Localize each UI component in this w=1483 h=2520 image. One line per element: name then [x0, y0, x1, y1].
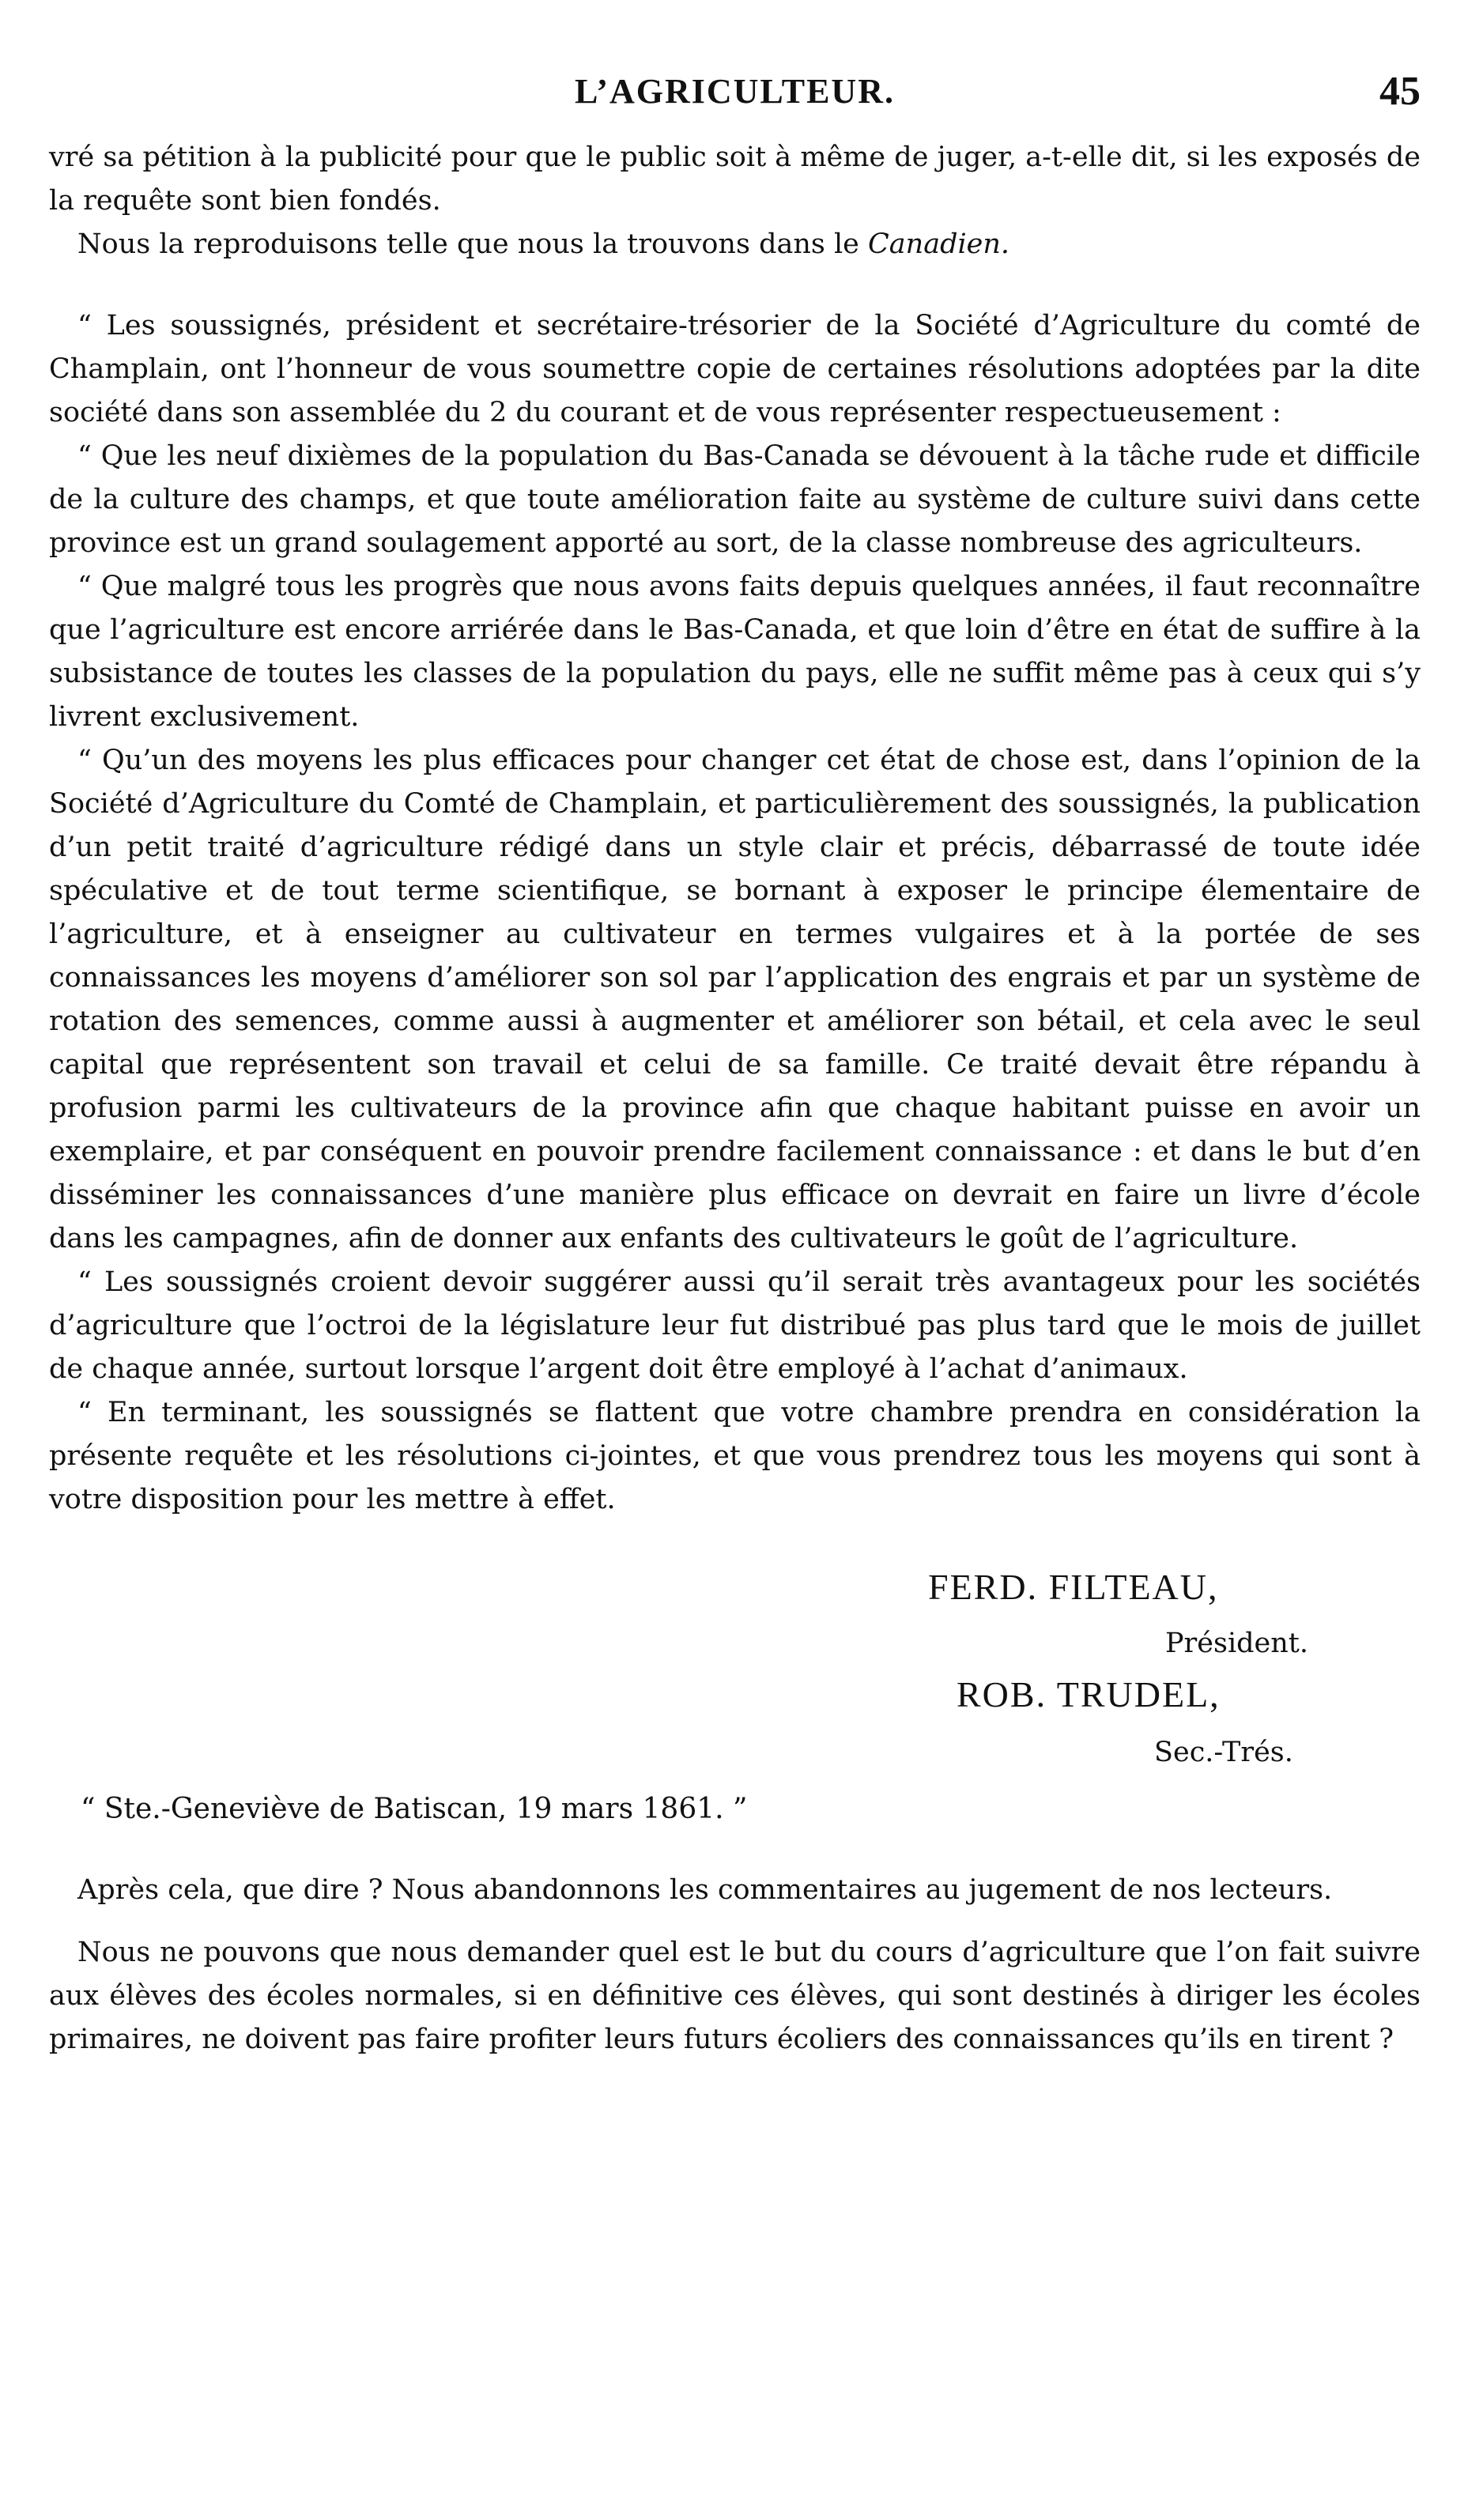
- source-introduction: [49, 223, 1421, 266]
- petition-paragraph: “ Qu’un des moyens les plus efficaces pour changer cet état de chose est, dans l’opinion de la Société d’Agriculture du Comté de Champlain, et particulièrement des soussignés, la publication d’un petit traité d’agriculture rédigé dans un style clair et précis, débarrassé de toute idée spéculative et de tout terme scientifique, se bornant à exposer le principe élementaire de l’agriculture, et à enseigner au cultivateur en termes vulgaires et à la portée de ses connaissances les moyens d’améliorer son sol par l’application des engrais et par un système de rotation des semences, comme aussi à augmenter et améliorer son bétail, et cela avec le seul capital que représentent son travail et celui de sa famille. Ce traité devait être répandu à profusion parmi les cultivateurs de la province afin que chaque habitant puisse en avoir un exemplaire, et par conséquent en pouvoir prendre facilement connaissance : et dans le but d’en disséminer les connaissances d’une manière plus efficace on devrait en faire un livre d’école dans les campagnes, afin de donner aux enfants des cultivateurs le goût de l’agriculture.: [49, 745, 1421, 1254]
- petition-paragraph: “ Les soussignés croient devoir suggérer aussi qu’il serait très avantageux pour les sociétés d’agriculture que l’octroi de la législature leur fut distribué pas plus tard que le mois de juillet de chaque année, surtout lorsque l’argent doit être employé à l’achat d’animaux.: [49, 1266, 1421, 1385]
- opening-section: [49, 136, 1421, 266]
- closing-paragraph: Nous ne pouvons que nous demander quel est le but du cours d’agriculture que l’on fait suivre aux élèves des écoles normales, si en définitive ces élèves, qui sont destinés à diriger les écoles primaires, ne doivent pas faire profiter leurs futurs écoliers des connaissances qu’ils en tirent ?: [49, 1937, 1421, 2055]
- closing-paragraph: Après cela, que dire ? Nous abandonnons les commentaires au jugement de nos lecteurs.: [77, 1874, 1333, 1906]
- book-page: [49, 63, 1421, 2062]
- petition-paragraph: “ En terminant, les soussignés se flattent que votre chambre prendra en considération la présente requête et les résolutions ci-jointes, et que vous prendrez tous les moyens qui sont à votre disposition pour les mettre à effet.: [49, 1397, 1421, 1515]
- petition-paragraph: “ Que les neuf dixièmes de la population du Bas-Canada se dévouent à la tâche rude et difficile de la culture des champs, et que toute amélioration faite au système de culture suivi dans cette province est un grand soulagement apporté au sort, de la classe nombreuse des agriculteurs.: [49, 440, 1421, 559]
- secretary-title: Sec.-Trés.: [1154, 1737, 1293, 1768]
- page-number: 45: [1379, 69, 1421, 114]
- secretary-name: ROB. TRUDEL,: [957, 1674, 1221, 1715]
- opening-paragraph-continued: vré sa pétition à la publicité pour que le public soit à même de juger, a-t-elle dit, si les exposés de la requête sont bien fondés.: [49, 141, 1421, 217]
- newspaper-title: Canadien.: [868, 228, 1010, 260]
- running-title: L’AGRICULTEUR.: [575, 72, 895, 111]
- source-introduction-text: Nous la reproduisons telle que nous la trouvons dans le: [77, 228, 859, 260]
- petition-paragraph: “ Que malgré tous les progrès que nous avons faits depuis quelques années, il faut reconnaître que l’agriculture est encore arriérée dans le Bas-Canada, et que loin d’être en état de suffire à la subsistance de toutes les classes de la population du pays, elle ne suffit même pas à ceux qui s’y livrent exclusivement.: [49, 571, 1421, 733]
- petition-paragraph: “ Les soussignés, président et secrétaire-trésorier de la Société d’Agriculture du comté de Champlain, ont l’honneur de vous soumettre copie de certaines résolutions adoptées par la dite société dans son assemblée du 2 du courant et de vous représenter respectueusement :: [49, 310, 1421, 428]
- running-header: [49, 63, 1421, 136]
- petition-text: [49, 304, 1421, 1522]
- president-title: Président.: [1165, 1628, 1308, 1659]
- closing-section: [49, 1869, 1421, 2062]
- dateline: “ Ste.-Geneviève de Batiscan, 19 mars 1861. ”: [81, 1793, 748, 1825]
- president-name: FERD. FILTEAU,: [928, 1567, 1219, 1607]
- signature-block: [49, 1566, 1421, 1803]
